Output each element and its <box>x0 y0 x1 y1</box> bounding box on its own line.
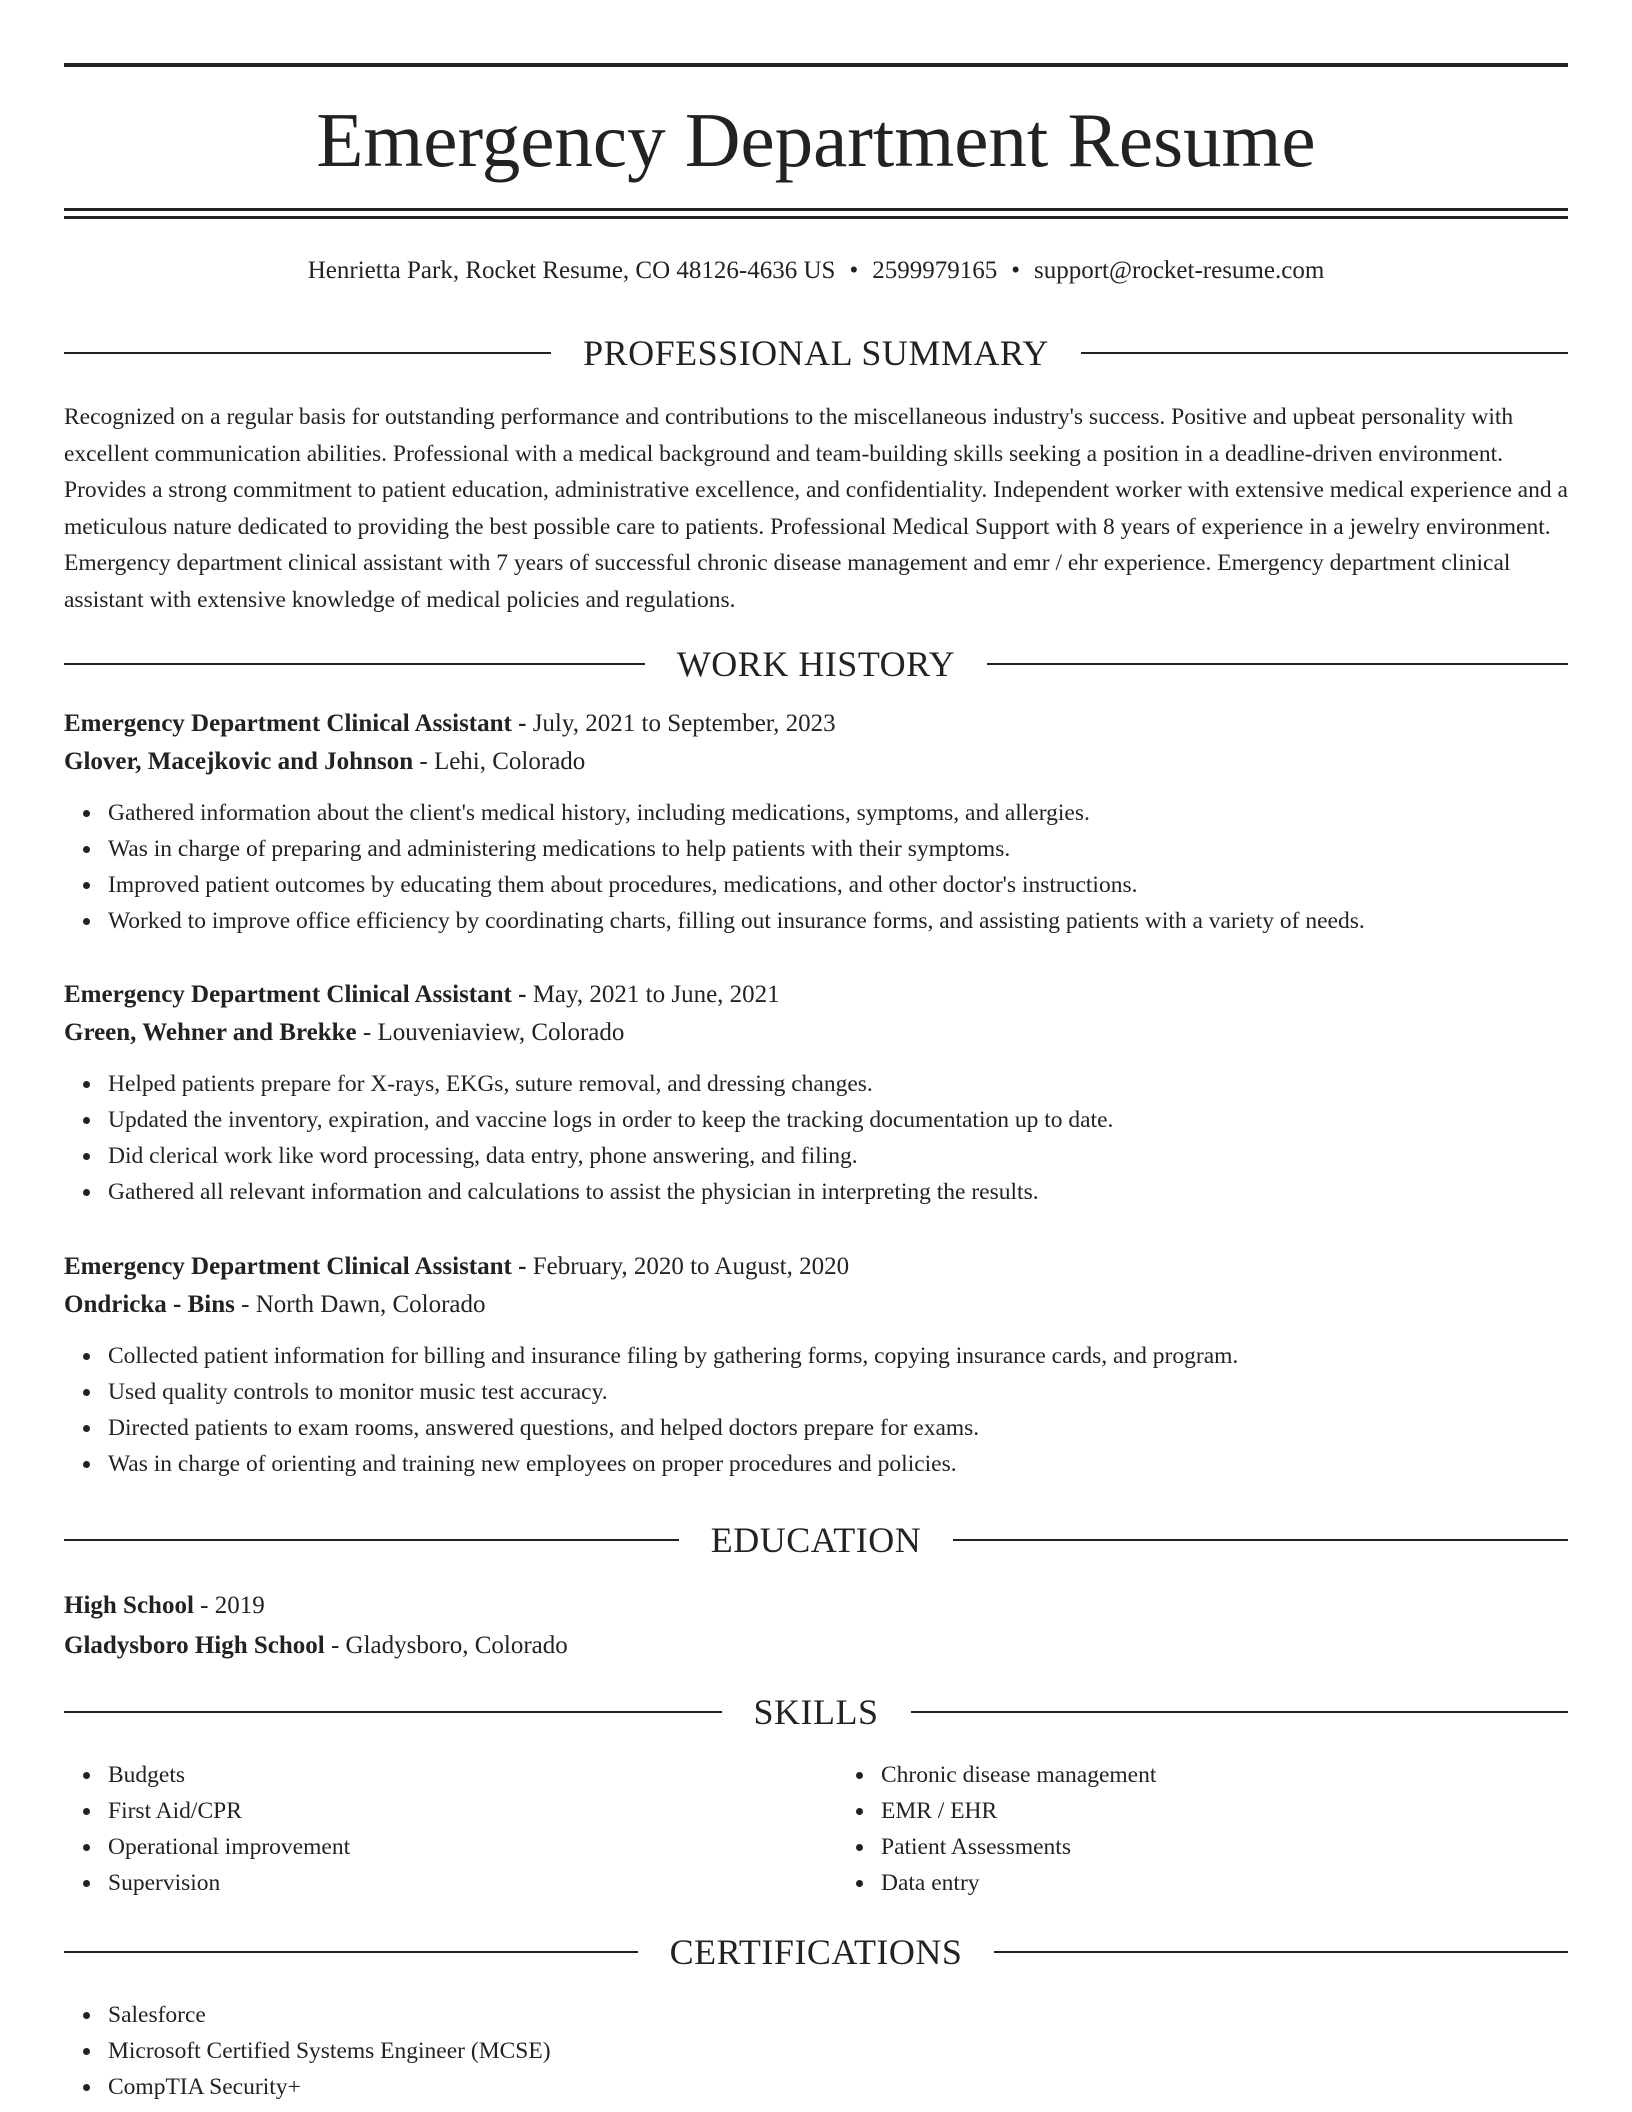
list-item: Was in charge of orienting and training new employees on proper procedures and policies. <box>108 1446 1568 1482</box>
divider-line <box>64 1951 638 1953</box>
job-title-line <box>64 976 1568 1014</box>
header-bottom-rule <box>64 208 1568 211</box>
list-item: First Aid/CPR <box>108 1793 795 1829</box>
summary-paragraph: Recognized on a regular basis for outstanding performance and contributions to the miscellaneous industry's success. Positive and upbeat personality with excellent communication abilities. Professional with a medical background and team-building skills seeking a position in a deadline-driven environment. Provides a strong commitment to patient education, administrative excellence, and confidentiality. Independent worker with extensive medical experience and a meticulous nature dedicated to providing the best possible care to patients. Professional Medical Support with 8 years of experience in a jewelry environment. Emergency department clinical assistant with 7 years of successful chronic disease management and emr / ehr experience. Emergency department clinical assistant with extensive knowledge of medical policies and regulations. <box>64 404 1568 613</box>
job-dates: February, 2020 to August, 2020 <box>532 1253 850 1280</box>
section-title: CERTIFICATIONS <box>669 1932 963 1972</box>
job-duties-list <box>64 1066 1568 1210</box>
job-company: Ondricka - Bins <box>64 1291 235 1318</box>
dash: - <box>511 710 533 737</box>
list-item: Collected patient information for billing and insurance filing by gathering forms, copying insurance cards, and program. <box>108 1338 1568 1374</box>
education-school: Gladysboro High School <box>64 1632 325 1659</box>
job-title-line <box>64 1248 1568 1286</box>
job-location: Lehi, Colorado <box>433 748 586 775</box>
skills-list <box>64 1757 1568 1901</box>
job-dates: May, 2021 to June, 2021 <box>532 981 780 1008</box>
list-item: EMR / EHR <box>881 1793 1568 1829</box>
divider-line <box>64 663 645 665</box>
contact-email: support@rocket-resume.com <box>1033 257 1325 284</box>
certifications-items <box>64 1997 1568 2105</box>
job-company: Glover, Macejkovic and Johnson <box>64 748 414 775</box>
list-item: Was in charge of preparing and administering medications to help patients with their symptoms. <box>108 831 1568 867</box>
list-item: Helped patients prepare for X-rays, EKGs, suture removal, and dressing changes. <box>108 1066 1568 1102</box>
job-company: Green, Wehner and Brekke <box>64 1019 357 1046</box>
divider-line <box>994 1951 1568 1953</box>
list-item: Data entry <box>881 1865 1568 1901</box>
contact-separator: • <box>849 257 859 284</box>
section-title: WORK HISTORY <box>676 644 956 684</box>
section-title: SKILLS <box>753 1692 879 1732</box>
list-item: CompTIA Security+ <box>108 2069 1568 2105</box>
job-entry <box>64 1248 1568 1482</box>
education-entry <box>64 1586 1568 1666</box>
education-degree: High School <box>64 1592 194 1619</box>
contact-separator: • <box>1011 257 1020 284</box>
divider-line <box>953 1539 1568 1541</box>
education-school-line <box>64 1626 1568 1666</box>
list-item: Gathered information about the client's medical history, including medications, symptoms, and allergies. <box>108 795 1568 831</box>
section-title: EDUCATION <box>710 1520 922 1560</box>
job-duties-list <box>64 1338 1568 1482</box>
list-item: Microsoft Certified Systems Engineer (MCSE) <box>108 2033 1568 2069</box>
education-year: 2019 <box>214 1592 265 1619</box>
skills-column-right <box>837 1757 1568 1901</box>
job-title: Emergency Department Clinical Assistant <box>64 1253 512 1280</box>
resume-title: Emergency Department Resume <box>316 97 1316 183</box>
job-title-line <box>64 705 1568 743</box>
header-top-rule <box>64 63 1568 67</box>
divider-line <box>1081 352 1568 354</box>
divider-line <box>64 1539 679 1541</box>
divider-line <box>64 1711 722 1713</box>
education-degree-line <box>64 1586 1568 1626</box>
job-entry <box>64 705 1568 939</box>
section-title: PROFESSIONAL SUMMARY <box>583 333 1049 373</box>
job-location: Louveniaview, Colorado <box>377 1019 625 1046</box>
contact-phone: 2599979165 <box>872 257 998 284</box>
job-title: Emergency Department Clinical Assistant <box>64 981 512 1008</box>
job-dates: July, 2021 to September, 2023 <box>532 710 836 737</box>
list-item: Patient Assessments <box>881 1829 1568 1865</box>
list-item: Improved patient outcomes by educating them about procedures, medications, and other doctor's instructions. <box>108 867 1568 903</box>
list-item: Operational improvement <box>108 1829 795 1865</box>
dash: - <box>413 748 434 775</box>
dash: - <box>324 1632 346 1659</box>
section-heading-certifications <box>64 1930 1568 1974</box>
dash: - <box>511 981 533 1008</box>
list-item: Did clerical work like word processing, data entry, phone answering, and filing. <box>108 1138 1568 1174</box>
divider-line <box>911 1711 1569 1713</box>
section-heading-education <box>64 1518 1568 1562</box>
job-entry <box>64 976 1568 1210</box>
job-duties-list <box>64 795 1568 939</box>
list-item: Gathered all relevant information and calculations to assist the physician in interpreting the results. <box>108 1174 1568 1210</box>
job-company-line <box>64 743 1568 781</box>
contact-line <box>64 254 1568 288</box>
dash: - <box>193 1592 215 1619</box>
divider-line <box>987 663 1568 665</box>
section-heading-work-history <box>64 642 1568 686</box>
list-item: Updated the inventory, expiration, and vaccine logs in order to keep the tracking documentation up to date. <box>108 1102 1568 1138</box>
list-item: Used quality controls to monitor music test accuracy. <box>108 1374 1568 1410</box>
dash: - <box>356 1019 378 1046</box>
job-location: North Dawn, Colorado <box>255 1291 486 1318</box>
job-company-line <box>64 1014 1568 1052</box>
list-item: Salesforce <box>108 1997 1568 2033</box>
list-item: Worked to improve office efficiency by coordinating charts, filling out insurance forms, and assisting patients with a variety of needs. <box>108 903 1568 939</box>
certifications-list <box>64 1997 1568 2105</box>
list-item: Supervision <box>108 1865 795 1901</box>
list-item: Directed patients to exam rooms, answered questions, and helped doctors prepare for exams. <box>108 1410 1568 1446</box>
list-item: Budgets <box>108 1757 795 1793</box>
job-title: Emergency Department Clinical Assistant <box>64 710 512 737</box>
section-heading-skills <box>64 1690 1568 1734</box>
education-location: Gladysboro, Colorado <box>345 1632 568 1659</box>
section-heading-summary <box>64 331 1568 375</box>
list-item: Chronic disease management <box>881 1757 1568 1793</box>
dash: - <box>511 1253 533 1280</box>
divider-line <box>64 352 551 354</box>
contact-address: Henrietta Park, Rocket Resume, CO 48126-4636 US <box>307 257 836 284</box>
job-company-line <box>64 1286 1568 1324</box>
skills-column-left <box>64 1757 795 1901</box>
header-bottom-rule-second <box>64 216 1568 219</box>
dash: - <box>234 1291 256 1318</box>
